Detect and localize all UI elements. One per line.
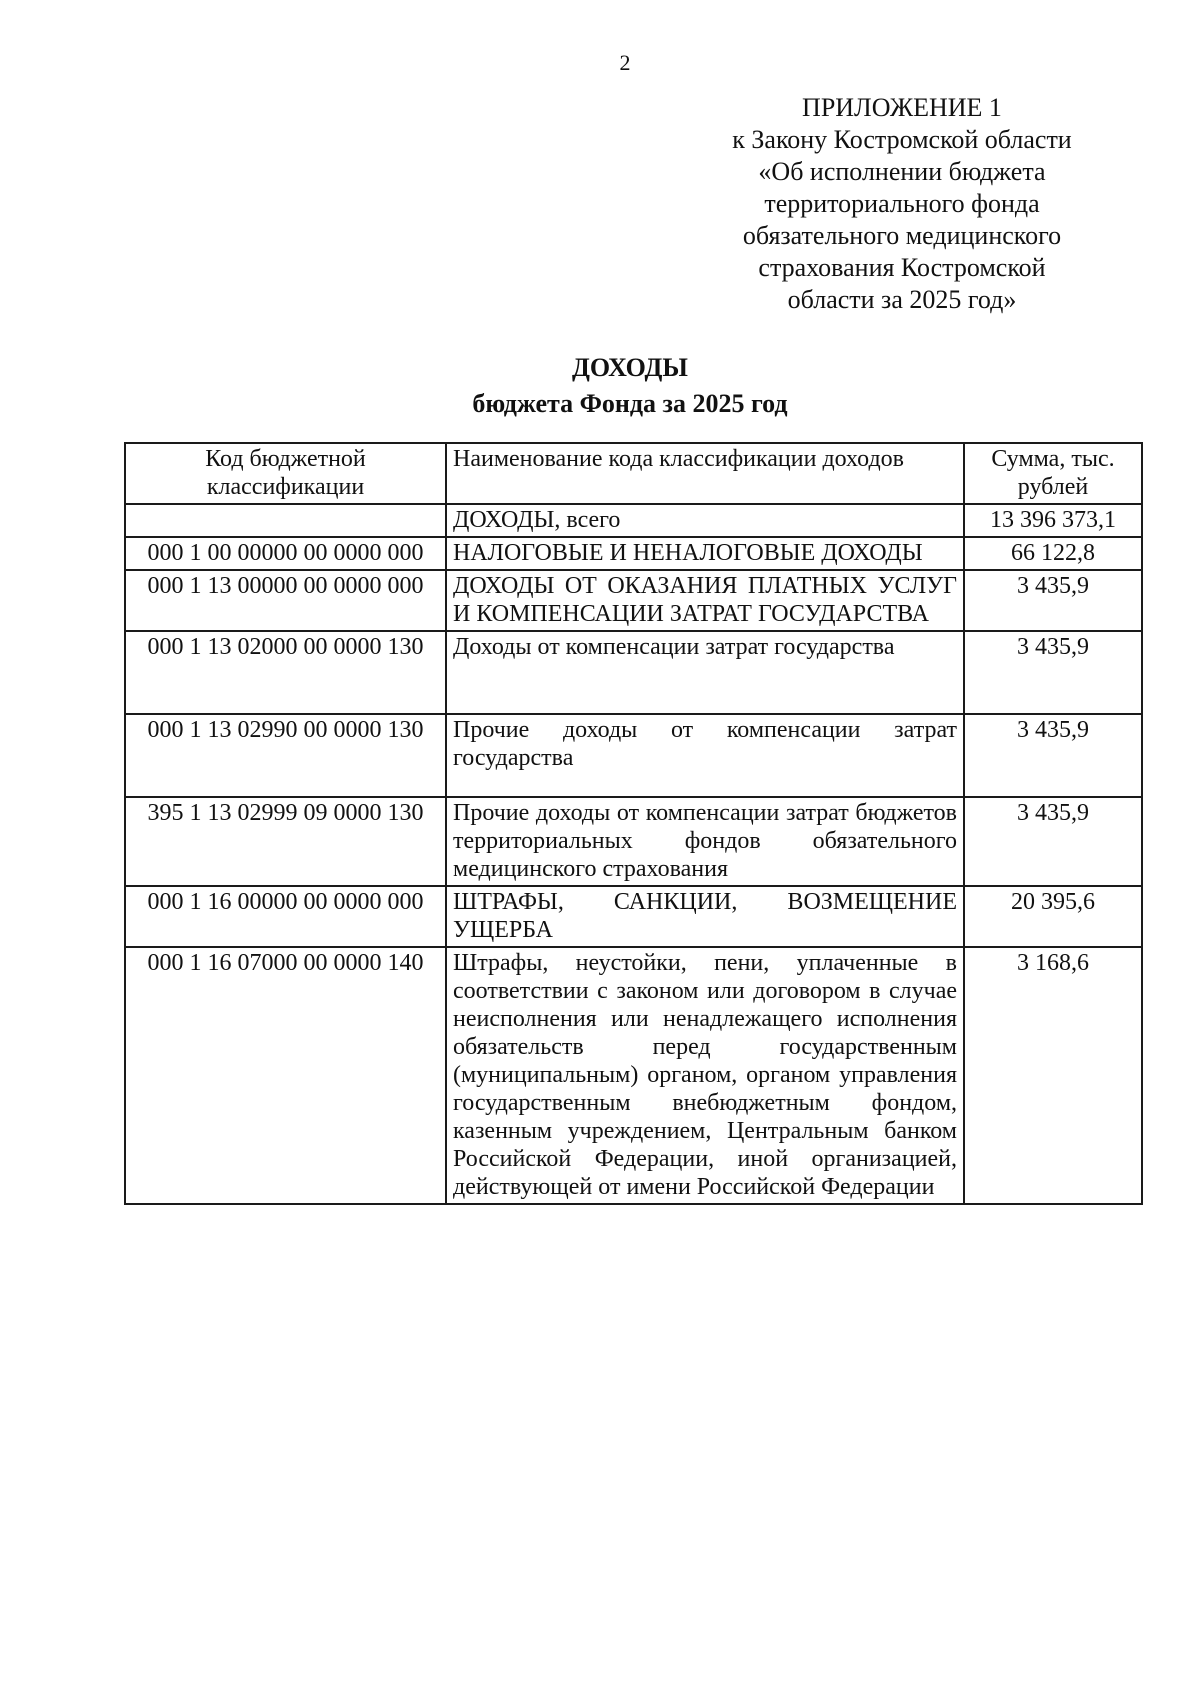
appendix-line: обязательного медицинского bbox=[742, 221, 1062, 250]
table-row bbox=[125, 570, 1142, 631]
header-name: Наименование кода классификации доходов bbox=[446, 443, 964, 504]
cell-name: Прочие доходы от компенсации затрат бюджетов территориальных фондов обязательного медицинского страхования bbox=[446, 797, 964, 886]
table-row bbox=[125, 504, 1142, 537]
cell-name: Штрафы, неустойки, пени, уплаченные в соответствии с законом или договором в случае неисполнения или ненадлежащего исполнения обязательств перед государственным (муниципальным) органом, органом управления государственным внебюджетным фондом, казенным учреждением, Центральным банком Российской Федерации, иной организацией, действующей от имени Российской Федерации bbox=[446, 947, 964, 1204]
header-code: Код бюджетной классификации bbox=[125, 443, 446, 504]
cell-sum: 3 435,9 bbox=[964, 797, 1142, 886]
cell-code: 000 1 16 00000 00 0000 000 bbox=[125, 886, 446, 947]
table-row bbox=[125, 631, 1142, 714]
table-row bbox=[125, 886, 1142, 947]
cell-name: ДОХОДЫ ОТ ОКАЗАНИЯ ПЛАТНЫХ УСЛУГ И КОМПЕНСАЦИИ ЗАТРАТ ГОСУДАРСТВА bbox=[446, 570, 964, 631]
appendix-line: к Закону Костромской области bbox=[732, 125, 1072, 154]
cell-sum: 3 168,6 bbox=[964, 947, 1142, 1204]
title-sub: бюджета Фонда за 2025 год bbox=[472, 389, 788, 418]
appendix-caption bbox=[712, 92, 1092, 316]
cell-name: ДОХОДЫ, всего bbox=[446, 504, 964, 537]
appendix-line: страхования Костромской bbox=[758, 253, 1046, 282]
appendix-line: «Об исполнении бюджета bbox=[758, 157, 1046, 186]
appendix-line: территориального фонда bbox=[764, 189, 1040, 218]
appendix-line: ПРИЛОЖЕНИЕ 1 bbox=[802, 93, 1002, 122]
title-main: ДОХОДЫ bbox=[572, 353, 688, 382]
table-row bbox=[125, 714, 1142, 797]
cell-name: Прочие доходы от компенсации затрат государства bbox=[446, 714, 964, 797]
cell-sum: 66 122,8 bbox=[964, 537, 1142, 570]
cell-name: НАЛОГОВЫЕ И НЕНАЛОГОВЫЕ ДОХОДЫ bbox=[446, 537, 964, 570]
cell-sum: 3 435,9 bbox=[964, 714, 1142, 797]
document-title bbox=[420, 350, 840, 422]
table-header-row bbox=[125, 443, 1142, 504]
cell-code bbox=[125, 504, 446, 537]
cell-code: 000 1 00 00000 00 0000 000 bbox=[125, 537, 446, 570]
cell-name: Доходы от компенсации затрат государства bbox=[446, 631, 964, 714]
table-row bbox=[125, 797, 1142, 886]
cell-code: 000 1 13 02990 00 0000 130 bbox=[125, 714, 446, 797]
cell-sum: 13 396 373,1 bbox=[964, 504, 1142, 537]
cell-code: 000 1 16 07000 00 0000 140 bbox=[125, 947, 446, 1204]
appendix-line: области за 2025 год» bbox=[787, 285, 1017, 314]
header-sum: Сумма, тыс. рублей bbox=[964, 443, 1142, 504]
cell-code: 000 1 13 00000 00 0000 000 bbox=[125, 570, 446, 631]
table-row bbox=[125, 947, 1142, 1204]
cell-code: 000 1 13 02000 00 0000 130 bbox=[125, 631, 446, 714]
cell-sum: 3 435,9 bbox=[964, 631, 1142, 714]
table-row bbox=[125, 537, 1142, 570]
cell-name: ШТРАФЫ, САНКЦИИ, ВОЗМЕЩЕНИЕ УЩЕРБА bbox=[446, 886, 964, 947]
income-table bbox=[124, 442, 1143, 1205]
cell-code: 395 1 13 02999 09 0000 130 bbox=[125, 797, 446, 886]
page-number: 2 bbox=[619, 50, 631, 75]
cell-sum: 3 435,9 bbox=[964, 570, 1142, 631]
cell-sum: 20 395,6 bbox=[964, 886, 1142, 947]
